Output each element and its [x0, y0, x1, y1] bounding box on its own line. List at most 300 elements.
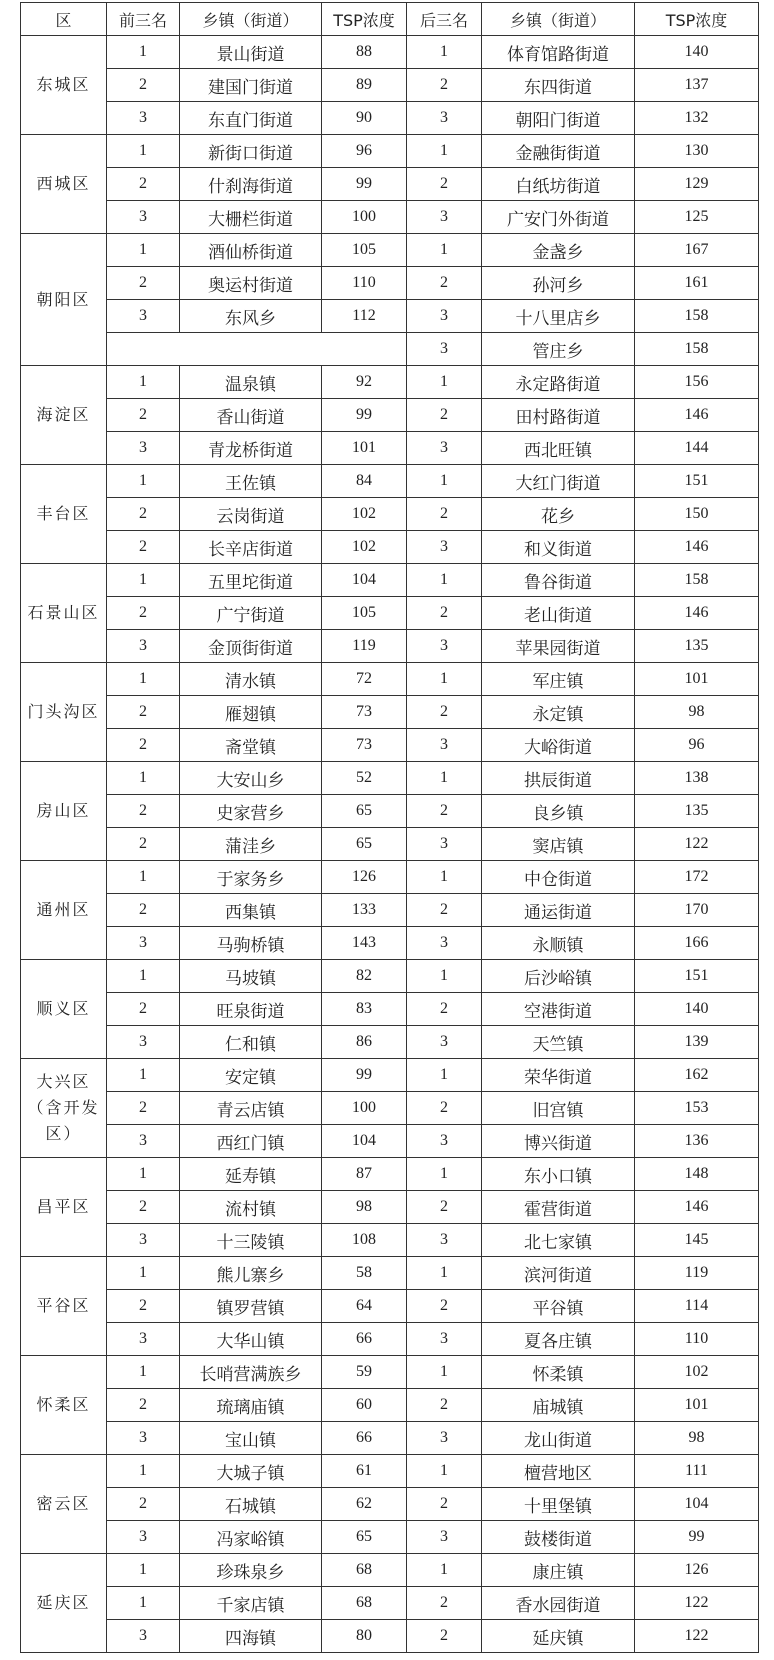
top-town-cell: 四海镇: [180, 1620, 322, 1653]
bottom-rank-cell: 1: [407, 36, 482, 69]
top-town-cell: 仁和镇: [180, 1026, 322, 1059]
bottom-rank-cell: 2: [407, 795, 482, 828]
top-tsp-cell: 96: [322, 135, 407, 168]
bottom-town-cell: 永顺镇: [482, 927, 635, 960]
bottom-tsp-cell: 161: [635, 267, 759, 300]
top-rank-cell: 2: [107, 168, 180, 201]
top-rank-cell: 3: [107, 1026, 180, 1059]
bottom-rank-cell: 2: [407, 1488, 482, 1521]
top-rank-cell: 1: [107, 1455, 180, 1488]
top-rank-cell: 2: [107, 531, 180, 564]
header-row: [21, 3, 759, 36]
bottom-rank-cell: 2: [407, 399, 482, 432]
district-cell: 朝阳区: [21, 234, 107, 366]
top-town-cell: 冯家峪镇: [180, 1521, 322, 1554]
table-row: [21, 1422, 759, 1455]
table-row: [21, 1191, 759, 1224]
top-town-cell: 宝山镇: [180, 1422, 322, 1455]
top-town-cell: 蒲洼乡: [180, 828, 322, 861]
top-tsp-cell: 105: [322, 597, 407, 630]
bottom-rank-cell: 2: [407, 498, 482, 531]
top-rank-cell: 3: [107, 201, 180, 234]
table-row: [21, 36, 759, 69]
bottom-tsp-cell: 158: [635, 333, 759, 366]
top-rank-cell: 2: [107, 729, 180, 762]
tsp-ranking-table: [20, 2, 759, 1653]
top-town-cell: 千家店镇: [180, 1587, 322, 1620]
bottom-tsp-cell: 158: [635, 300, 759, 333]
top-town-cell: 流村镇: [180, 1191, 322, 1224]
district-cell: 通州区: [21, 861, 107, 960]
top-town-cell: 大城子镇: [180, 1455, 322, 1488]
bottom-tsp-cell: 101: [635, 663, 759, 696]
bottom-rank-cell: 3: [407, 102, 482, 135]
bottom-rank-cell: 1: [407, 135, 482, 168]
top-tsp-cell: 68: [322, 1587, 407, 1620]
top-rank-cell: 3: [107, 1323, 180, 1356]
top-rank-cell: 2: [107, 696, 180, 729]
bottom-town-cell: 荣华街道: [482, 1059, 635, 1092]
bottom-tsp-cell: 136: [635, 1125, 759, 1158]
top-town-cell: 东风乡: [180, 300, 322, 333]
bottom-tsp-cell: 151: [635, 465, 759, 498]
bottom-tsp-cell: 122: [635, 1587, 759, 1620]
top-rank-cell: 1: [107, 1356, 180, 1389]
bottom-tsp-cell: 167: [635, 234, 759, 267]
bottom-tsp-cell: 130: [635, 135, 759, 168]
top-tsp-cell: 105: [322, 234, 407, 267]
top-rank-cell: 3: [107, 630, 180, 663]
top-rank-cell: 3: [107, 1224, 180, 1257]
top-rank-cell: 2: [107, 399, 180, 432]
top-town-cell: 旺泉街道: [180, 993, 322, 1026]
top-rank-cell: 1: [107, 1059, 180, 1092]
bottom-town-cell: 花乡: [482, 498, 635, 531]
bottom-tsp-cell: 144: [635, 432, 759, 465]
top-rank-cell: 2: [107, 1488, 180, 1521]
bottom-tsp-cell: 148: [635, 1158, 759, 1191]
table-row: [21, 993, 759, 1026]
top-town-cell: 延寿镇: [180, 1158, 322, 1191]
top-rank-cell: 1: [107, 1158, 180, 1191]
bottom-town-cell: 霍营街道: [482, 1191, 635, 1224]
bottom-rank-cell: 2: [407, 267, 482, 300]
bottom-tsp-cell: 125: [635, 201, 759, 234]
bottom-tsp-cell: 132: [635, 102, 759, 135]
bottom-rank-cell: 1: [407, 861, 482, 894]
table-row: [21, 267, 759, 300]
top-tsp-cell: 66: [322, 1422, 407, 1455]
header-district: 区: [21, 3, 107, 36]
top-tsp-cell: 143: [322, 927, 407, 960]
header-top-rank: 前三名: [107, 3, 180, 36]
bottom-town-cell: 体育馆路街道: [482, 36, 635, 69]
table-row: [21, 1521, 759, 1554]
top-tsp-cell: 65: [322, 828, 407, 861]
top-tsp-cell: 58: [322, 1257, 407, 1290]
bottom-rank-cell: 3: [407, 828, 482, 861]
bottom-town-cell: 龙山街道: [482, 1422, 635, 1455]
top-tsp-cell: 100: [322, 1092, 407, 1125]
bottom-tsp-cell: 122: [635, 1620, 759, 1653]
top-rank-cell: 1: [107, 366, 180, 399]
table-row: [21, 696, 759, 729]
bottom-town-cell: 康庄镇: [482, 1554, 635, 1587]
bottom-town-cell: 博兴街道: [482, 1125, 635, 1158]
bottom-tsp-cell: 146: [635, 1191, 759, 1224]
table-row: [21, 1026, 759, 1059]
top-town-cell: 云岗街道: [180, 498, 322, 531]
table-row: [21, 102, 759, 135]
bottom-tsp-cell: 135: [635, 795, 759, 828]
bottom-tsp-cell: 119: [635, 1257, 759, 1290]
bottom-rank-cell: 1: [407, 1257, 482, 1290]
bottom-rank-cell: 1: [407, 1059, 482, 1092]
bottom-rank-cell: 1: [407, 564, 482, 597]
table-row: [21, 333, 759, 366]
top-town-cell: 酒仙桥街道: [180, 234, 322, 267]
bottom-tsp-cell: 137: [635, 69, 759, 102]
top-tsp-cell: 86: [322, 1026, 407, 1059]
district-cell: 石景山区: [21, 564, 107, 663]
bottom-town-cell: 怀柔镇: [482, 1356, 635, 1389]
top-rank-cell: 1: [107, 234, 180, 267]
table-row: [21, 1224, 759, 1257]
top-tsp-cell: 83: [322, 993, 407, 1026]
bottom-rank-cell: 1: [407, 1554, 482, 1587]
table-row: [21, 1620, 759, 1653]
table-row: [21, 1587, 759, 1620]
table-row: [21, 1488, 759, 1521]
district-cell: 海淀区: [21, 366, 107, 465]
top-tsp-cell: 101: [322, 432, 407, 465]
bottom-rank-cell: 3: [407, 927, 482, 960]
top-town-cell: 建国门街道: [180, 69, 322, 102]
bottom-tsp-cell: 172: [635, 861, 759, 894]
bottom-tsp-cell: 140: [635, 993, 759, 1026]
bottom-town-cell: 朝阳门街道: [482, 102, 635, 135]
top-rank-cell: 1: [107, 960, 180, 993]
header-bottom-rank: 后三名: [407, 3, 482, 36]
top-tsp-cell: 72: [322, 663, 407, 696]
table-row: [21, 465, 759, 498]
bottom-rank-cell: 2: [407, 993, 482, 1026]
bottom-town-cell: 西北旺镇: [482, 432, 635, 465]
table-row: [21, 201, 759, 234]
bottom-town-cell: 延庆镇: [482, 1620, 635, 1653]
bottom-tsp-cell: 135: [635, 630, 759, 663]
table-row: [21, 762, 759, 795]
header-top-town: 乡镇（街道）: [180, 3, 322, 36]
bottom-town-cell: 庙城镇: [482, 1389, 635, 1422]
table-row: [21, 828, 759, 861]
bottom-town-cell: 空港街道: [482, 993, 635, 1026]
top-rank-cell: 2: [107, 1191, 180, 1224]
top-rank-cell: 2: [107, 69, 180, 102]
top-town-cell: 金顶街街道: [180, 630, 322, 663]
top-tsp-cell: 64: [322, 1290, 407, 1323]
top-rank-cell: 2: [107, 828, 180, 861]
bottom-rank-cell: 3: [407, 1422, 482, 1455]
top-rank-cell: 1: [107, 465, 180, 498]
top-town-cell: 王佐镇: [180, 465, 322, 498]
bottom-rank-cell: 3: [407, 432, 482, 465]
top-tsp-cell: 92: [322, 366, 407, 399]
top-tsp-cell: 73: [322, 696, 407, 729]
top-tsp-cell: 90: [322, 102, 407, 135]
top-tsp-cell: 89: [322, 69, 407, 102]
top-rank-cell: 3: [107, 300, 180, 333]
bottom-rank-cell: 2: [407, 894, 482, 927]
table-row: [21, 531, 759, 564]
table-row: [21, 366, 759, 399]
bottom-tsp-cell: 98: [635, 1422, 759, 1455]
bottom-rank-cell: 2: [407, 696, 482, 729]
bottom-rank-cell: 2: [407, 1620, 482, 1653]
top-town-cell: 广宁街道: [180, 597, 322, 630]
bottom-town-cell: 十里堡镇: [482, 1488, 635, 1521]
bottom-town-cell: 广安门外街道: [482, 201, 635, 234]
top-town-cell: 雁翅镇: [180, 696, 322, 729]
table-row: [21, 597, 759, 630]
top-rank-cell: 2: [107, 795, 180, 828]
top-town-cell: 于家务乡: [180, 861, 322, 894]
bottom-tsp-cell: 139: [635, 1026, 759, 1059]
header-bottom-tsp: TSP浓度: [635, 3, 759, 36]
top-rank-cell: 1: [107, 564, 180, 597]
bottom-rank-cell: 3: [407, 333, 482, 366]
bottom-rank-cell: 2: [407, 597, 482, 630]
top-town-cell: 大华山镇: [180, 1323, 322, 1356]
bottom-town-cell: 大红门街道: [482, 465, 635, 498]
top-tsp-cell: 99: [322, 168, 407, 201]
bottom-town-cell: 白纸坊街道: [482, 168, 635, 201]
table-row: [21, 1158, 759, 1191]
bottom-rank-cell: 2: [407, 1389, 482, 1422]
bottom-tsp-cell: 150: [635, 498, 759, 531]
table-row: [21, 432, 759, 465]
bottom-rank-cell: 1: [407, 663, 482, 696]
top-tsp-cell: 73: [322, 729, 407, 762]
top-town-cell: 珍珠泉乡: [180, 1554, 322, 1587]
bottom-town-cell: 窦店镇: [482, 828, 635, 861]
bottom-town-cell: 鼓楼街道: [482, 1521, 635, 1554]
top-rank-cell: 2: [107, 1092, 180, 1125]
bottom-rank-cell: 3: [407, 201, 482, 234]
bottom-town-cell: 和义街道: [482, 531, 635, 564]
bottom-rank-cell: 3: [407, 531, 482, 564]
table-row: [21, 1059, 759, 1092]
top-rank-cell: 1: [107, 1587, 180, 1620]
top-tsp-cell: 84: [322, 465, 407, 498]
bottom-town-cell: 中仓街道: [482, 861, 635, 894]
top-tsp-cell: 65: [322, 795, 407, 828]
top-tsp-cell: 99: [322, 1059, 407, 1092]
top-rank-cell: 2: [107, 498, 180, 531]
top-rank-cell: 1: [107, 1257, 180, 1290]
top-tsp-cell: 102: [322, 498, 407, 531]
district-cell: 顺义区: [21, 960, 107, 1059]
bottom-town-cell: 苹果园街道: [482, 630, 635, 663]
bottom-tsp-cell: 162: [635, 1059, 759, 1092]
district-cell: 房山区: [21, 762, 107, 861]
top-town-cell: 马坡镇: [180, 960, 322, 993]
bottom-town-cell: 军庄镇: [482, 663, 635, 696]
top-town-cell: 西集镇: [180, 894, 322, 927]
top-rank-cell: 3: [107, 1422, 180, 1455]
top-town-cell: 西红门镇: [180, 1125, 322, 1158]
table-row: [21, 69, 759, 102]
bottom-rank-cell: 3: [407, 729, 482, 762]
top-tsp-cell: 104: [322, 1125, 407, 1158]
header-bottom-town: 乡镇（街道）: [482, 3, 635, 36]
bottom-tsp-cell: 111: [635, 1455, 759, 1488]
bottom-town-cell: 孙河乡: [482, 267, 635, 300]
bottom-tsp-cell: 99: [635, 1521, 759, 1554]
bottom-tsp-cell: 151: [635, 960, 759, 993]
bottom-tsp-cell: 158: [635, 564, 759, 597]
bottom-tsp-cell: 146: [635, 399, 759, 432]
top-town-cell: 什刹海街道: [180, 168, 322, 201]
bottom-rank-cell: 3: [407, 300, 482, 333]
bottom-rank-cell: 1: [407, 366, 482, 399]
top-rank-cell: 2: [107, 1389, 180, 1422]
top-tsp-cell: 65: [322, 1521, 407, 1554]
top-town-cell: 镇罗营镇: [180, 1290, 322, 1323]
top-town-cell: 大安山乡: [180, 762, 322, 795]
bottom-town-cell: 拱辰街道: [482, 762, 635, 795]
bottom-rank-cell: 1: [407, 1356, 482, 1389]
top-rank-cell: 2: [107, 1290, 180, 1323]
bottom-town-cell: 永定镇: [482, 696, 635, 729]
bottom-tsp-cell: 122: [635, 828, 759, 861]
top-tsp-cell: 133: [322, 894, 407, 927]
table-body: [21, 36, 759, 1653]
bottom-tsp-cell: 138: [635, 762, 759, 795]
header-top-tsp: TSP浓度: [322, 3, 407, 36]
bottom-tsp-cell: 104: [635, 1488, 759, 1521]
table-row: [21, 1257, 759, 1290]
table-row: [21, 795, 759, 828]
top-tsp-cell: 66: [322, 1323, 407, 1356]
top-rank-cell: 1: [107, 762, 180, 795]
table-row: [21, 960, 759, 993]
bottom-town-cell: 东四街道: [482, 69, 635, 102]
bottom-town-cell: 檀营地区: [482, 1455, 635, 1488]
top-tsp-cell: 126: [322, 861, 407, 894]
table-row: [21, 564, 759, 597]
bottom-tsp-cell: 96: [635, 729, 759, 762]
top-tsp-cell: 59: [322, 1356, 407, 1389]
bottom-rank-cell: 3: [407, 630, 482, 663]
district-cell: 门头沟区: [21, 663, 107, 762]
top-town-cell: 景山街道: [180, 36, 322, 69]
bottom-town-cell: 管庄乡: [482, 333, 635, 366]
bottom-town-cell: 香水园街道: [482, 1587, 635, 1620]
top-rank-cell: 3: [107, 1620, 180, 1653]
bottom-town-cell: 大峪街道: [482, 729, 635, 762]
top-rank-cell: 2: [107, 993, 180, 1026]
top-tsp-cell: 88: [322, 36, 407, 69]
top-town-cell: 五里坨街道: [180, 564, 322, 597]
top-tsp-cell: 112: [322, 300, 407, 333]
bottom-rank-cell: 1: [407, 465, 482, 498]
bottom-town-cell: 十八里店乡: [482, 300, 635, 333]
bottom-tsp-cell: 101: [635, 1389, 759, 1422]
district-cell: 昌平区: [21, 1158, 107, 1257]
district-cell: 西城区: [21, 135, 107, 234]
top-rank-cell: 2: [107, 894, 180, 927]
top-town-cell: 史家营乡: [180, 795, 322, 828]
top-town-cell: 奥运村街道: [180, 267, 322, 300]
bottom-rank-cell: 2: [407, 1290, 482, 1323]
top-town-cell: 大栅栏街道: [180, 201, 322, 234]
table-row: [21, 168, 759, 201]
bottom-town-cell: 夏各庄镇: [482, 1323, 635, 1356]
bottom-tsp-cell: 110: [635, 1323, 759, 1356]
top-town-cell: 马驹桥镇: [180, 927, 322, 960]
bottom-tsp-cell: 98: [635, 696, 759, 729]
bottom-rank-cell: 1: [407, 960, 482, 993]
bottom-town-cell: 永定路街道: [482, 366, 635, 399]
bottom-rank-cell: 3: [407, 1323, 482, 1356]
blank-cell: [107, 333, 407, 366]
top-tsp-cell: 52: [322, 762, 407, 795]
table-row: [21, 399, 759, 432]
top-rank-cell: 1: [107, 135, 180, 168]
bottom-town-cell: 滨河街道: [482, 1257, 635, 1290]
top-rank-cell: 1: [107, 861, 180, 894]
table-row: [21, 1323, 759, 1356]
top-town-cell: 十三陵镇: [180, 1224, 322, 1257]
bottom-town-cell: 旧宫镇: [482, 1092, 635, 1125]
table-row: [21, 234, 759, 267]
top-rank-cell: 3: [107, 927, 180, 960]
table-row: [21, 1092, 759, 1125]
bottom-rank-cell: 1: [407, 762, 482, 795]
top-rank-cell: 2: [107, 267, 180, 300]
bottom-tsp-cell: 153: [635, 1092, 759, 1125]
top-tsp-cell: 99: [322, 399, 407, 432]
bottom-tsp-cell: 146: [635, 531, 759, 564]
bottom-rank-cell: 1: [407, 234, 482, 267]
table-row: [21, 135, 759, 168]
bottom-rank-cell: 2: [407, 1191, 482, 1224]
top-town-cell: 琉璃庙镇: [180, 1389, 322, 1422]
top-town-cell: 青云店镇: [180, 1092, 322, 1125]
bottom-rank-cell: 3: [407, 1521, 482, 1554]
bottom-town-cell: 通运街道: [482, 894, 635, 927]
bottom-town-cell: 良乡镇: [482, 795, 635, 828]
district-cell: 东城区: [21, 36, 107, 135]
table-row: [21, 894, 759, 927]
district-cell: 延庆区: [21, 1554, 107, 1653]
top-town-cell: 长辛店街道: [180, 531, 322, 564]
top-town-cell: 安定镇: [180, 1059, 322, 1092]
top-tsp-cell: 87: [322, 1158, 407, 1191]
district-cell: 丰台区: [21, 465, 107, 564]
table-row: [21, 1455, 759, 1488]
top-rank-cell: 2: [107, 597, 180, 630]
top-town-cell: 长哨营满族乡: [180, 1356, 322, 1389]
top-town-cell: 斋堂镇: [180, 729, 322, 762]
bottom-rank-cell: 1: [407, 1455, 482, 1488]
bottom-tsp-cell: 146: [635, 597, 759, 630]
bottom-rank-cell: 2: [407, 69, 482, 102]
district-cell: 密云区: [21, 1455, 107, 1554]
bottom-town-cell: 鲁谷街道: [482, 564, 635, 597]
top-town-cell: 新街口街道: [180, 135, 322, 168]
